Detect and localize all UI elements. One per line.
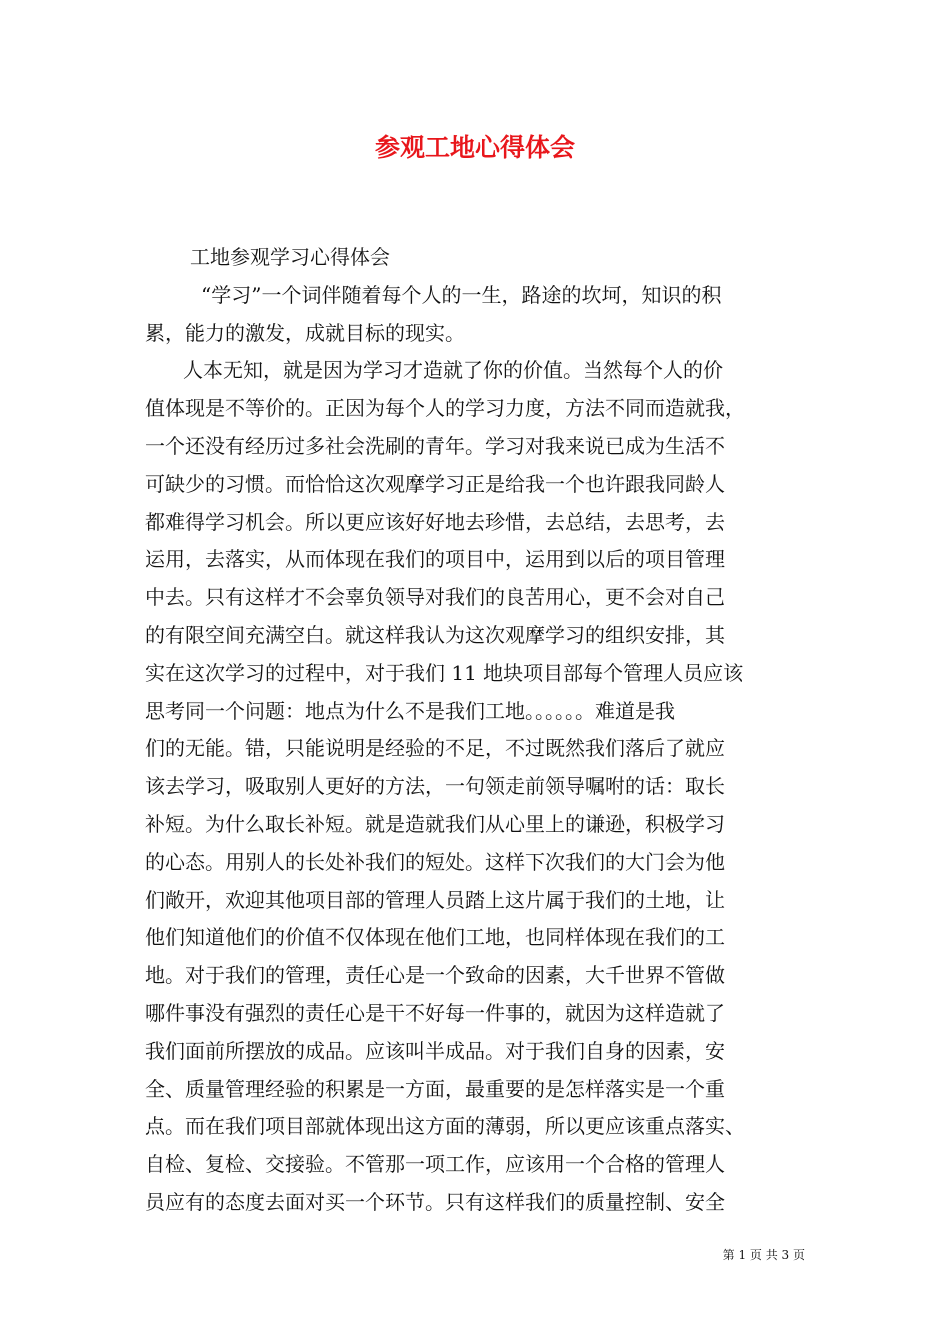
paragraph-line: 中去。只有这样才不会辜负领导对我们的良苦用心，更不会对自己 — [145, 585, 725, 610]
paragraph-line: 累，能力的激发，成就目标的现实。 — [145, 320, 465, 345]
paragraph-line: 员应有的态度去面对买一个环节。只有这样我们的质量控制、安全 — [145, 1189, 725, 1214]
paragraph-line: “学习”一个词伴随着每个人的一生，路途的坎坷，知识的积 — [201, 282, 722, 307]
paragraph-line: 补短。为什么取长补短。就是造就我们从心里上的谦逊，积极学习 — [145, 811, 725, 836]
paragraph-line: 的心态。用别人的长处补我们的短处。这样下次我们的大门会为他 — [145, 849, 725, 874]
page-title: 参观工地心得体会 — [374, 133, 575, 162]
paragraph-line: 运用，去落实，从而体现在我们的项目中，运用到以后的项目管理 — [145, 547, 725, 572]
paragraph-line: 都难得学习机会。所以更应该好好地去珍惜，去总结，去思考，去 — [145, 509, 725, 534]
paragraph-line: 哪件事没有强烈的责任心是干不好每一件事的，就因为这样造就了 — [145, 1000, 725, 1025]
paragraph-line: 一个还没有经历过多社会洗刷的青年。学习对我来说已成为生活不 — [145, 433, 725, 458]
paragraph-line: 们敞开，欢迎其他项目部的管理人员踏上这片属于我们的土地，让 — [145, 887, 725, 912]
paragraph-line: 全、质量管理经验的积累是一方面，最重要的是怎样落实是一个重 — [145, 1076, 725, 1101]
paragraph-line: 他们知道他们的价值不仅体现在他们工地，也同样体现在我们的工 — [145, 925, 725, 950]
subtitle-line: 工地参观学习心得体会 — [190, 245, 390, 269]
paragraph-line: 地。对于我们的管理，责任心是一个致命的因素，大千世界不管做 — [145, 963, 725, 988]
paragraph-line: 值体现是不等价的。正因为每个人的学习力度，方法不同而造就我， — [145, 396, 745, 421]
paragraph-line: 人本无知，就是因为学习才造就了你的价值。当然每个人的价 — [183, 358, 723, 383]
page-number-footer: 第 1 页 共 3 页 — [722, 1248, 805, 1262]
paragraph-line: 自检、复检、交接验。不管那一项工作，应该用一个合格的管理人 — [145, 1152, 725, 1177]
paragraph-line: 的有限空间充满空白。就这样我认为这次观摩学习的组织安排，其 — [145, 622, 725, 647]
paragraph-line: 该去学习，吸取别人更好的方法，一句领走前领导嘱咐的话：取长 — [145, 774, 725, 799]
paragraph-line: 我们面前所摆放的成品。应该叫半成品。对于我们自身的因素，安 — [145, 1038, 725, 1063]
paragraph-line: 可缺少的习惯。而恰恰这次观摩学习正是给我一个也许跟我同龄人 — [145, 471, 725, 496]
paragraph-line: 思考同一个问题：地点为什么不是我们工地。。。。。。难道是我 — [145, 698, 675, 723]
paragraph-line: 点。而在我们项目部就体现出这方面的薄弱，所以更应该重点落实、 — [145, 1114, 745, 1139]
paragraph-line: 实在这次学习的过程中，对于我们 11 地块项目部每个管理人员应该 — [145, 660, 744, 685]
paragraph-line: 们的无能。错，只能说明是经验的不足，不过既然我们落后了就应 — [145, 736, 725, 761]
document-body — [145, 239, 805, 1222]
